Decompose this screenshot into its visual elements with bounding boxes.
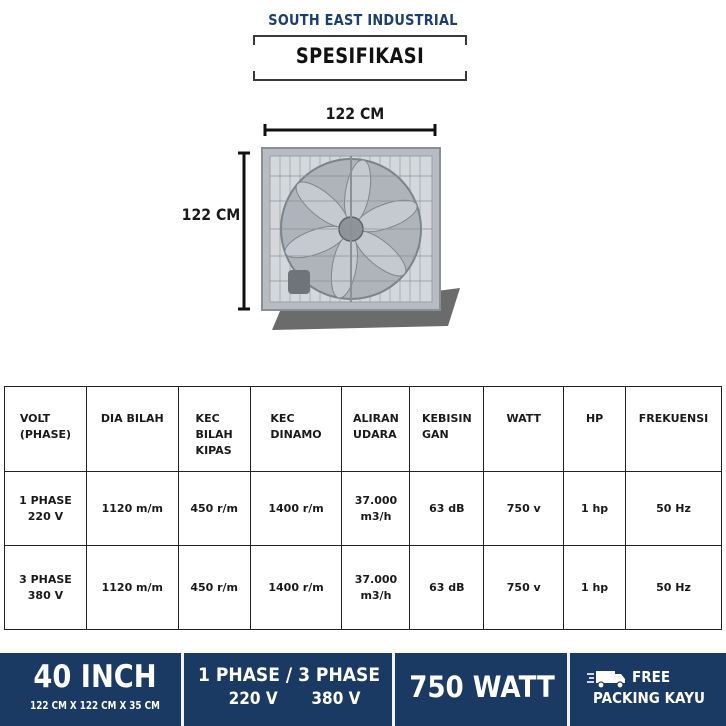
- table-header-cell: ALIRAN UDARA: [342, 387, 410, 472]
- table-cell: 750 v: [484, 472, 564, 546]
- table-cell: 37.000 m3/h: [342, 472, 410, 546]
- table-row: [5, 546, 722, 630]
- table-cell: 3 PHASE 380 V: [5, 546, 87, 630]
- footer-phase: 1 PHASE / 3 PHASE: [198, 664, 381, 686]
- height-label: 122 CM: [181, 205, 241, 224]
- table-cell: 450 r/m: [178, 472, 250, 546]
- delivery-truck-icon: [587, 668, 627, 690]
- table-header-cell: WATT: [484, 387, 564, 472]
- footer-free: FREE: [632, 668, 671, 686]
- footer-packing: PACKING KAYU: [593, 689, 705, 707]
- footer-divider: [392, 653, 395, 726]
- footer-divider: [567, 653, 570, 726]
- table-header-row: [5, 387, 722, 472]
- table-cell: 450 r/m: [178, 546, 250, 630]
- exhaust-fan-illustration: [260, 146, 465, 332]
- table-header-cell: KEC BILAH KIPAS: [178, 387, 250, 472]
- table-cell: 1 hp: [564, 546, 626, 630]
- table-cell: 1120 m/m: [86, 472, 178, 546]
- footer-volt-3: 380 V: [311, 689, 361, 709]
- table-header-cell: KEC DINAMO: [250, 387, 342, 472]
- table-cell: 63 dB: [410, 472, 484, 546]
- width-dimension-line: [262, 122, 438, 138]
- table-cell: 1400 r/m: [250, 546, 342, 630]
- footer-size-detail: 122 CM X 122 CM X 35 CM: [30, 699, 160, 712]
- footer-size: 40 INCH: [33, 659, 157, 695]
- footer-volt-1: 220 V: [228, 689, 278, 709]
- spec-table: [4, 386, 722, 630]
- footer-banner: [0, 653, 726, 726]
- footer-divider: [181, 653, 184, 726]
- width-label: 122 CM: [325, 104, 385, 123]
- footer-watt: 750 WATT: [409, 670, 555, 704]
- table-cell: 50 Hz: [626, 546, 722, 630]
- table-header-cell: KEBISIN GAN: [410, 387, 484, 472]
- table-header-cell: FREKUENSI: [626, 387, 722, 472]
- table-cell: 63 dB: [410, 546, 484, 630]
- table-cell: 1400 r/m: [250, 472, 342, 546]
- height-dimension-line: [236, 150, 252, 312]
- table-cell: 37.000 m3/h: [342, 546, 410, 630]
- table-cell: 750 v: [484, 546, 564, 630]
- table-cell: 50 Hz: [626, 472, 722, 546]
- table-row: [5, 472, 722, 546]
- table-cell: 1 PHASE 220 V: [5, 472, 87, 546]
- table-header-cell: DIA BILAH: [86, 387, 178, 472]
- table-cell: 1 hp: [564, 472, 626, 546]
- brand-name: SOUTH EAST INDUSTRIAL: [268, 11, 458, 29]
- page-title: SPESIFIKASI: [295, 44, 425, 68]
- table-header-cell: VOLT (PHASE): [5, 387, 87, 472]
- table-header-cell: HP: [564, 387, 626, 472]
- spec-title-frame: [253, 35, 467, 81]
- table-cell: 1120 m/m: [86, 546, 178, 630]
